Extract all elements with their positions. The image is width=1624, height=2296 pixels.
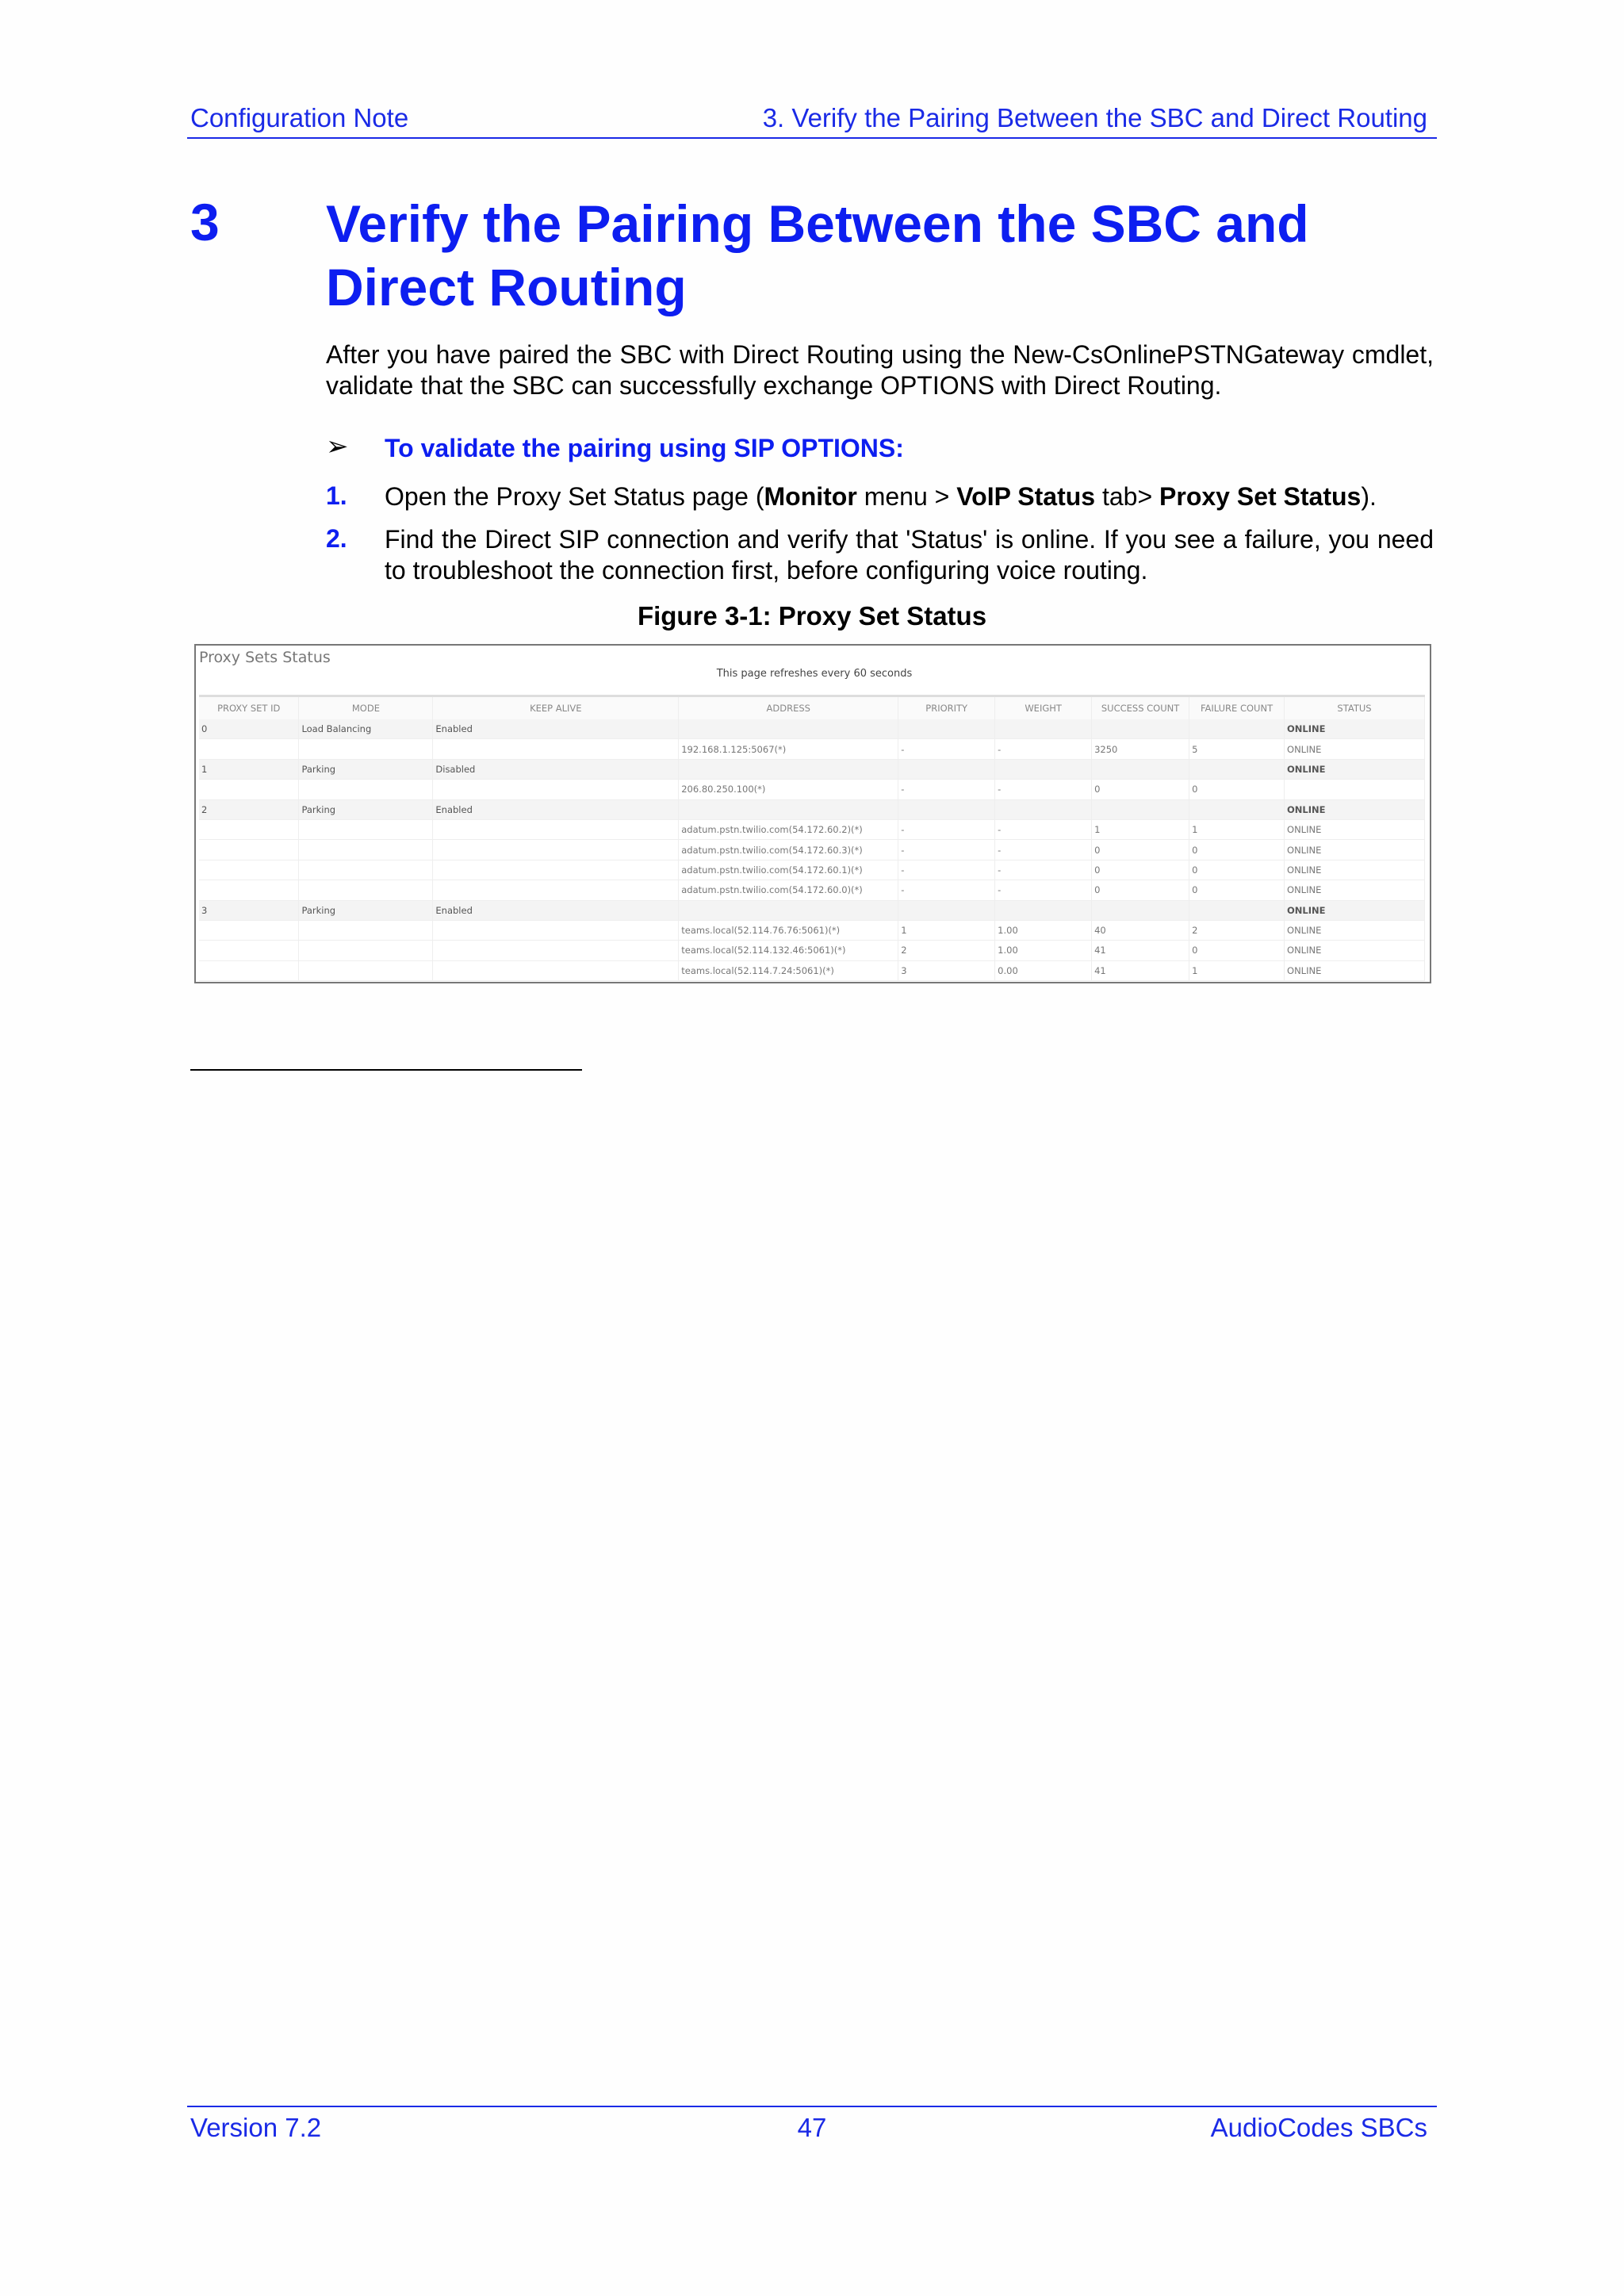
table-cell: 1.00: [995, 920, 1092, 940]
refresh-note: This page refreshes every 60 seconds: [716, 668, 913, 680]
table-cell: -: [995, 840, 1092, 860]
table-cell: Disabled: [433, 759, 679, 779]
table-cell: -: [898, 819, 995, 839]
table-cell: -: [995, 860, 1092, 880]
table-cell: [679, 759, 898, 779]
table-cell: 1: [1189, 819, 1285, 839]
table-cell: [679, 900, 898, 920]
table-cell: [1189, 759, 1285, 779]
table-cell: [199, 840, 299, 860]
proxy-set-row: [199, 759, 1425, 779]
table-cell: ONLINE: [1285, 739, 1425, 759]
table-cell: [995, 759, 1092, 779]
table-cell: 1.00: [995, 941, 1092, 960]
table-cell: Load Balancing: [299, 719, 433, 739]
table-cell: Enabled: [433, 719, 679, 739]
table-cell: 3: [199, 900, 299, 920]
step-text: ).: [1361, 482, 1377, 511]
footer-version: Version 7.2: [190, 2113, 322, 2142]
table-header-row: [199, 696, 1425, 720]
table-cell: [199, 819, 299, 839]
table-cell: 0: [1092, 840, 1189, 860]
proxy-address-row: [199, 860, 1425, 880]
table-cell: [199, 880, 299, 900]
table-cell: [299, 840, 433, 860]
proxy-address-row: [199, 920, 1425, 940]
table-cell: [433, 739, 679, 759]
table-cell: [898, 719, 995, 739]
table-cell: Parking: [299, 799, 433, 819]
table-cell: [299, 960, 433, 980]
table-cell: [299, 920, 433, 940]
table-cell: ONLINE: [1285, 920, 1425, 940]
proxy-sets-table: [199, 695, 1425, 981]
menu-name: Monitor: [764, 482, 857, 511]
column-header: KEEP ALIVE: [433, 696, 679, 720]
table-cell: [679, 719, 898, 739]
table-cell: -: [898, 860, 995, 880]
table-cell: 0: [1189, 880, 1285, 900]
proxy-set-row: [199, 900, 1425, 920]
table-cell: [199, 739, 299, 759]
table-cell: 2: [1189, 920, 1285, 940]
table-cell: 192.168.1.125:5067(*): [679, 739, 898, 759]
table-cell: [898, 799, 995, 819]
table-cell: Parking: [299, 759, 433, 779]
column-header: STATUS: [1285, 696, 1425, 720]
table-cell: adatum.pstn.twilio.com(54.172.60.2)(*): [679, 819, 898, 839]
table-cell: 0: [199, 719, 299, 739]
table-cell: ONLINE: [1285, 719, 1425, 739]
table-cell: 1: [1092, 819, 1189, 839]
table-cell: [433, 819, 679, 839]
proxy-set-row: [199, 799, 1425, 819]
header-doc-type: Configuration Note: [190, 103, 409, 132]
page-number: 47: [797, 2113, 827, 2142]
column-header: PRIORITY: [898, 696, 995, 720]
table-cell: ONLINE: [1285, 840, 1425, 860]
procedure-title: To validate the pairing using SIP OPTIONS:: [385, 434, 904, 462]
table-cell: 0: [1189, 941, 1285, 960]
table-cell: [1092, 799, 1189, 819]
table-cell: [1092, 719, 1189, 739]
proxy-address-row: [199, 780, 1425, 799]
figure-caption: Figure 3-1: Proxy Set Status: [637, 601, 987, 631]
table-cell: 0: [1189, 860, 1285, 880]
table-cell: ONLINE: [1285, 900, 1425, 920]
table-cell: [299, 941, 433, 960]
table-cell: [1189, 719, 1285, 739]
table-cell: -: [995, 819, 1092, 839]
table-cell: [299, 739, 433, 759]
step-text: menu >: [856, 482, 957, 511]
table-cell: 0: [1189, 780, 1285, 799]
table-cell: -: [995, 739, 1092, 759]
proxy-address-row: [199, 941, 1425, 960]
table-cell: [1189, 900, 1285, 920]
step-1-text: [385, 481, 1434, 512]
table-cell: [1092, 759, 1189, 779]
step-number: 1.: [326, 481, 347, 510]
column-header: PROXY SET ID: [199, 696, 299, 720]
table-cell: [1285, 780, 1425, 799]
proxy-address-row: [199, 880, 1425, 900]
table-cell: 2: [199, 799, 299, 819]
column-header: FAILURE COUNT: [1189, 696, 1285, 720]
header-section-title: 3. Verify the Pairing Between the SBC and Direct Routing: [762, 103, 1427, 132]
step-2-text: Find the Direct SIP connection and verify that 'Status' is online. If you see a failure, you need to troubleshoot the connection first, before configuring voice routing.: [385, 525, 1434, 585]
table-cell: 0: [1092, 860, 1189, 880]
table-cell: Parking: [299, 900, 433, 920]
table-cell: 0: [1092, 880, 1189, 900]
table-cell: [433, 780, 679, 799]
footer-product: AudioCodes SBCs: [1210, 2113, 1427, 2142]
table-cell: -: [898, 780, 995, 799]
table-cell: 3: [898, 960, 995, 980]
table-cell: [433, 960, 679, 980]
table-cell: [1092, 900, 1189, 920]
table-cell: teams.local(52.114.132.46:5061)(*): [679, 941, 898, 960]
page-name: Proxy Set Status: [1159, 482, 1362, 511]
table-cell: 1: [199, 759, 299, 779]
table-cell: [433, 840, 679, 860]
table-cell: 2: [898, 941, 995, 960]
column-header: WEIGHT: [995, 696, 1092, 720]
intro-paragraph: After you have paired the SBC with Direct Routing using the New-CsOnlinePSTNGateway cmdlet, validate that the SBC can successfully exchange OPTIONS with Direct Routing.: [326, 340, 1434, 400]
table-cell: Enabled: [433, 799, 679, 819]
column-header: ADDRESS: [679, 696, 898, 720]
table-cell: -: [898, 880, 995, 900]
table-cell: [1189, 799, 1285, 819]
table-cell: -: [995, 780, 1092, 799]
table-cell: 3250: [1092, 739, 1189, 759]
table-cell: 1: [1189, 960, 1285, 980]
table-cell: [995, 900, 1092, 920]
table-cell: [299, 780, 433, 799]
table-cell: 40: [1092, 920, 1189, 940]
table-cell: [433, 941, 679, 960]
table-cell: adatum.pstn.twilio.com(54.172.60.0)(*): [679, 880, 898, 900]
panel-title: Proxy Sets Status: [199, 649, 331, 666]
table-cell: ONLINE: [1285, 880, 1425, 900]
footer-rule: [187, 2106, 1437, 2107]
table-cell: [199, 860, 299, 880]
table-cell: [995, 799, 1092, 819]
table-cell: ONLINE: [1285, 960, 1425, 980]
column-header: MODE: [299, 696, 433, 720]
table-cell: teams.local(52.114.76.76:5061)(*): [679, 920, 898, 940]
table-cell: ONLINE: [1285, 799, 1425, 819]
footnote-separator: [190, 1069, 582, 1071]
step-text: Open the Proxy Set Status page (: [385, 482, 764, 511]
proxy-address-row: [199, 960, 1425, 980]
table-cell: [299, 860, 433, 880]
table-cell: [679, 799, 898, 819]
arrow-bullet-icon: ➢: [326, 431, 349, 462]
table-cell: 0: [1189, 840, 1285, 860]
table-cell: 41: [1092, 960, 1189, 980]
table-cell: -: [898, 840, 995, 860]
proxy-address-row: [199, 739, 1425, 759]
table-cell: adatum.pstn.twilio.com(54.172.60.3)(*): [679, 840, 898, 860]
table-cell: teams.local(52.114.7.24:5061)(*): [679, 960, 898, 980]
proxy-address-row: [199, 819, 1425, 839]
table-cell: [433, 880, 679, 900]
step-text: tab>: [1095, 482, 1160, 511]
proxy-address-row: [199, 840, 1425, 860]
table-cell: -: [898, 739, 995, 759]
table-cell: -: [995, 880, 1092, 900]
table-cell: 206.80.250.100(*): [679, 780, 898, 799]
table-cell: 5: [1189, 739, 1285, 759]
table-cell: [433, 920, 679, 940]
table-cell: [199, 960, 299, 980]
table-cell: [898, 759, 995, 779]
table-cell: [299, 819, 433, 839]
table-cell: adatum.pstn.twilio.com(54.172.60.1)(*): [679, 860, 898, 880]
table-cell: [433, 860, 679, 880]
table-cell: 0: [1092, 780, 1189, 799]
chapter-number: 3: [190, 193, 220, 251]
table-cell: Enabled: [433, 900, 679, 920]
step-number: 2.: [326, 524, 347, 553]
table-cell: [995, 719, 1092, 739]
header-rule: [187, 137, 1437, 139]
proxy-set-status-screenshot: [194, 644, 1431, 983]
table-cell: 1: [898, 920, 995, 940]
table-cell: 41: [1092, 941, 1189, 960]
column-header: SUCCESS COUNT: [1092, 696, 1189, 720]
table-cell: ONLINE: [1285, 759, 1425, 779]
table-cell: ONLINE: [1285, 941, 1425, 960]
tab-name: VoIP Status: [956, 482, 1096, 511]
table-cell: [199, 941, 299, 960]
table-cell: 0.00: [995, 960, 1092, 980]
proxy-set-row: [199, 719, 1425, 739]
chapter-title: Verify the Pairing Between the SBC and Direct Routing: [326, 194, 1309, 316]
table-cell: ONLINE: [1285, 860, 1425, 880]
table-cell: [299, 880, 433, 900]
table-cell: ONLINE: [1285, 819, 1425, 839]
table-cell: [898, 900, 995, 920]
table-cell: [199, 920, 299, 940]
table-cell: [199, 780, 299, 799]
